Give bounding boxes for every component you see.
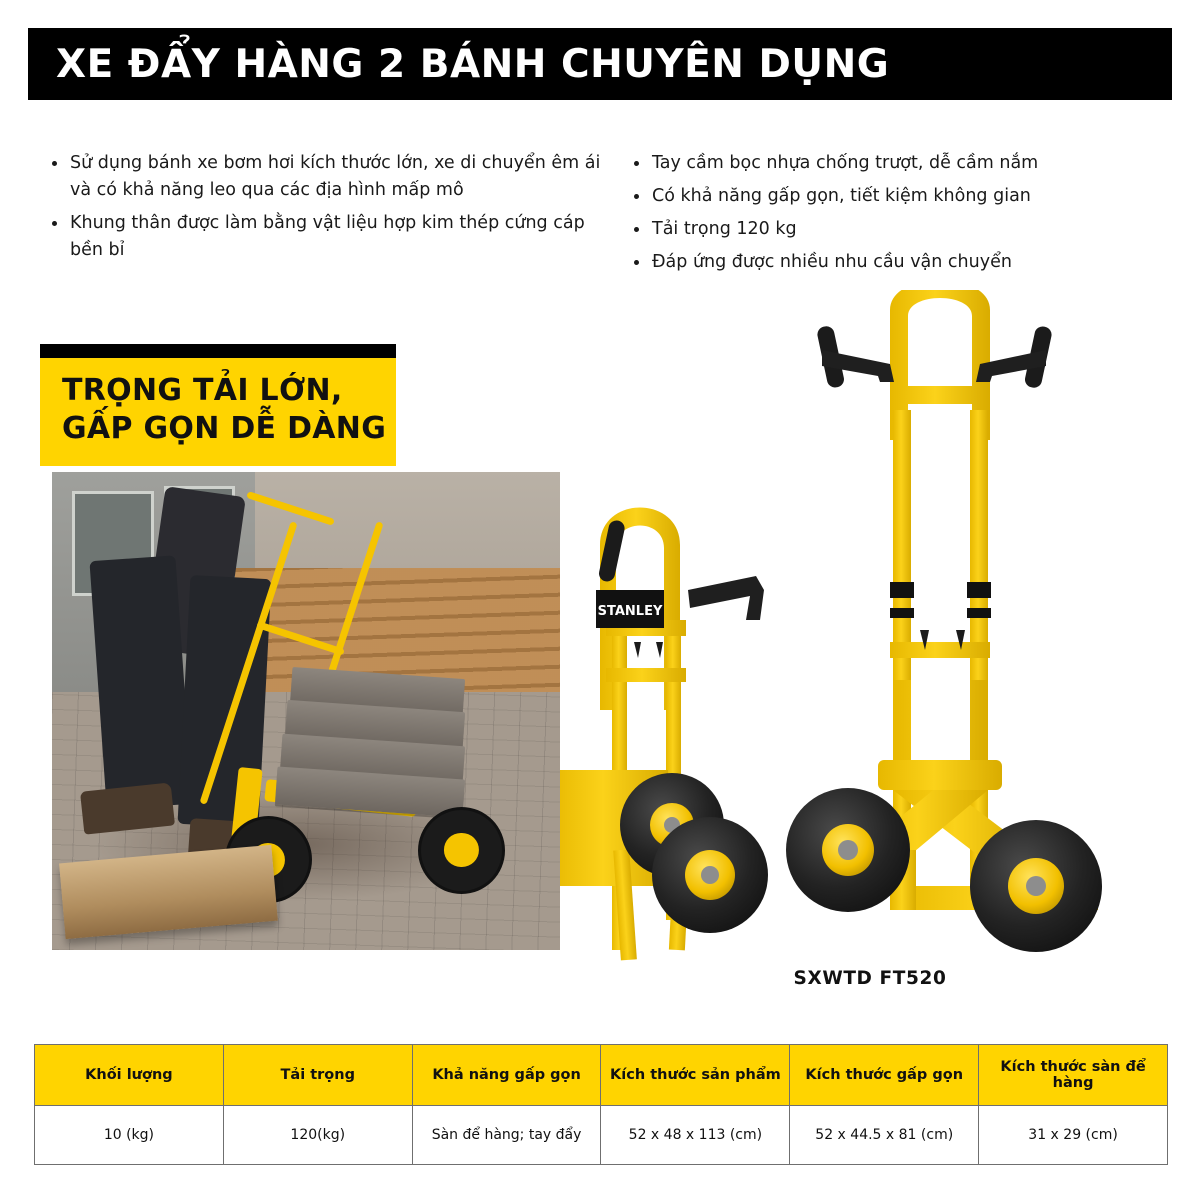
hand-truck-upright (786, 290, 1102, 952)
lifestyle-photo (52, 472, 560, 950)
product-model-code: SXWTD FT520 (793, 968, 947, 989)
brand-label-folded: STANLEY (597, 604, 663, 619)
table-row (35, 1106, 1168, 1165)
hand-truck-folded (560, 508, 768, 961)
wheel-folded-front (652, 817, 768, 933)
page-title: XE ĐẨY HÀNG 2 BÁNH CHUYÊN DỤNG (56, 41, 890, 87)
callout-badge (40, 344, 396, 466)
feature-column-right (608, 150, 1168, 283)
list-item: Khung thân được làm bằng vật liệu hợp kim thép cứng cáp bền bỉ (50, 210, 608, 264)
table-header-cell: Kích thước sàn để hàng (979, 1045, 1168, 1106)
table-header-cell: Tải trọng (223, 1045, 412, 1106)
list-item: Đáp ứng được nhiều nhu cầu vận chuyển (632, 249, 1168, 276)
table-cell: 52 x 48 x 113 (cm) (601, 1106, 790, 1165)
feature-column-left (28, 150, 608, 283)
table-header-cell: Kích thước gấp gọn (790, 1045, 979, 1106)
header-bar (28, 28, 1172, 100)
table-cell: 52 x 44.5 x 81 (cm) (790, 1106, 979, 1165)
list-item: Tay cầm bọc nhựa chống trượt, dễ cầm nắm (632, 150, 1168, 177)
table-cell: 10 (kg) (35, 1106, 224, 1165)
list-item: Sử dụng bánh xe bơm hơi kích thước lớn, xe di chuyển êm ái và có khả năng leo qua các địa hình mấp mô (50, 150, 608, 204)
list-item: Tải trọng 120 kg (632, 216, 1168, 243)
feature-list (28, 150, 1172, 283)
wheel-upright-left (786, 788, 910, 912)
table-header-cell: Kích thước sản phẩm (601, 1045, 790, 1106)
table-cell: Sàn để hàng; tay đẩy (412, 1106, 601, 1165)
photo-cart-wheel (418, 807, 505, 894)
spec-table (34, 1044, 1168, 1165)
table-header-cell: Khả năng gấp gọn (412, 1045, 601, 1106)
table-cell: 31 x 29 (cm) (979, 1106, 1168, 1165)
hand-truck-illustrations (560, 290, 1180, 970)
table-header-cell: Khối lượng (35, 1045, 224, 1106)
wheel-upright-right (970, 820, 1102, 952)
table-cell: 120(kg) (223, 1106, 412, 1165)
list-item: Có khả năng gấp gọn, tiết kiệm không gian (632, 183, 1168, 210)
feature-bullets-left (50, 150, 608, 265)
photo-person-leg (89, 555, 192, 809)
table-header-row (35, 1045, 1168, 1106)
callout-line-1: TRỌNG TẢI LỚN, (62, 373, 343, 408)
callout-line-2: GẤP GỌN DỄ DÀNG (62, 411, 387, 447)
feature-bullets-right (632, 150, 1168, 277)
photo-wheel-hub (444, 833, 478, 867)
product-images (560, 290, 1180, 970)
